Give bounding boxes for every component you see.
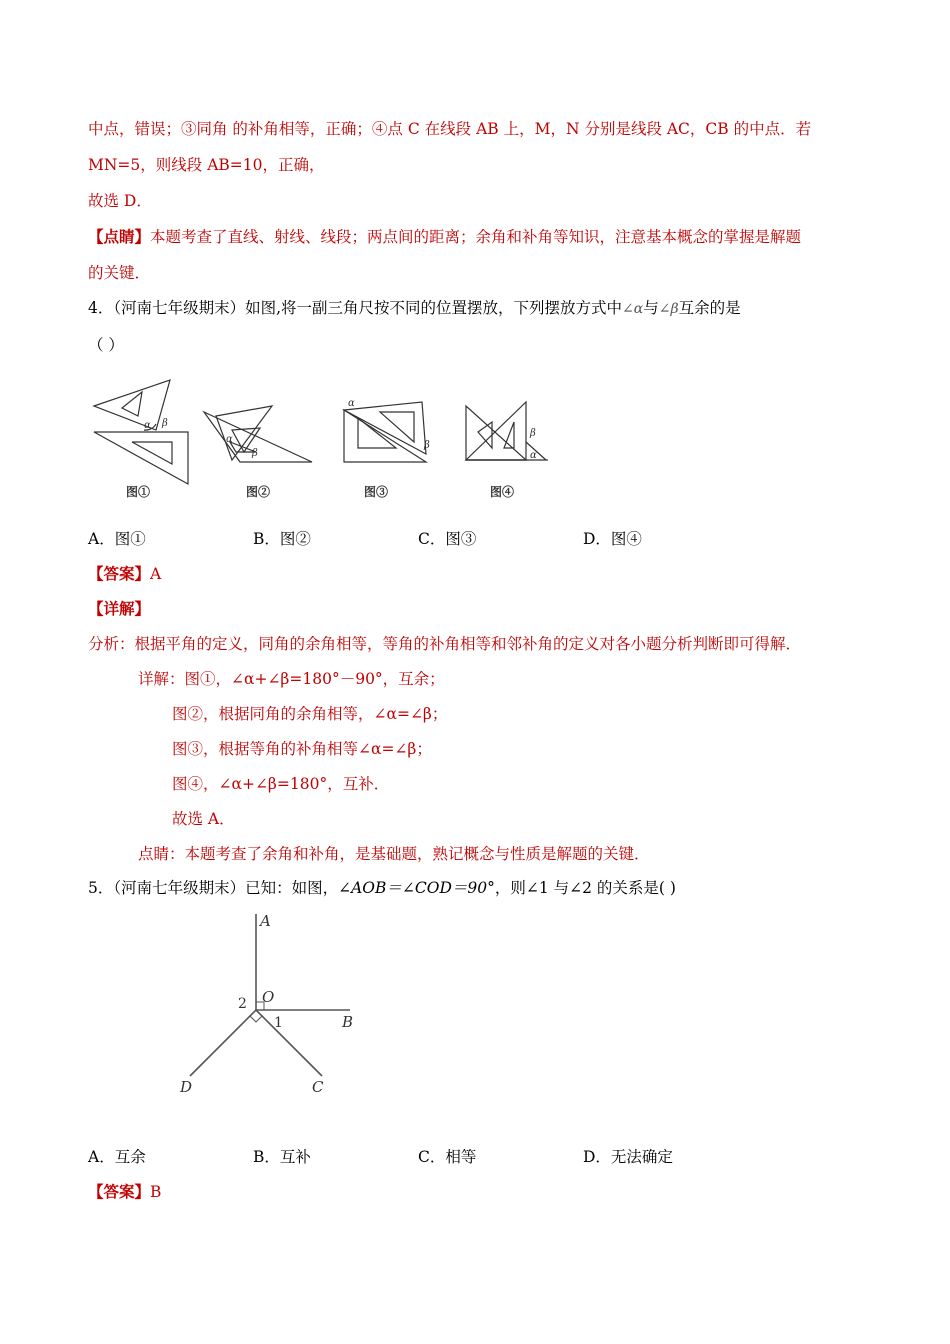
note-text-1: 本题考查了直线、射线、线段；两点间的距离；余角和补角等知识，注意基本概念的掌握是解题 xyxy=(150,228,802,246)
label-angle-2: 2 xyxy=(238,996,247,1012)
right-angle-cod xyxy=(250,1016,262,1022)
prev-line-2: MN=5，则线段 AB=10，正确， xyxy=(88,156,325,174)
q4-paren: （ ） xyxy=(88,336,124,354)
fig3-triangle-b-inner xyxy=(358,418,396,448)
fig2-label: 图② xyxy=(246,485,271,499)
q4-option-d[interactable]: D．图④ xyxy=(583,530,642,548)
fig3-label: 图③ xyxy=(364,485,389,499)
fig1-triangle-bottom-inner xyxy=(132,442,172,464)
q4-analysis: 分析：根据平角的定义，同角的余角相等，等角的补角相等和邻补角的定义对各小题分析判断即可得解． xyxy=(88,635,802,653)
prev-line-3: 故选 D． xyxy=(88,192,152,210)
q5-option-c[interactable]: C．相等 xyxy=(418,1148,477,1166)
fig4-inner-a xyxy=(478,422,492,448)
fig2-alpha: α xyxy=(226,434,233,445)
figure-3 xyxy=(344,402,426,462)
prev-line-1: 中点，错误；③同角 的补角相等，正确；④点 C 在线段 AB 上，M，N 分别是线段 AC，CB 的中点．若 xyxy=(88,120,812,138)
q4-stem xyxy=(88,297,741,320)
q4-alpha-symbol: ∠α xyxy=(622,301,644,317)
q4-beta-symbol: ∠β xyxy=(658,301,679,317)
q4-stem-b: 互余的是 xyxy=(678,299,741,317)
ray-od xyxy=(190,1010,256,1076)
q4-tip: 点睛：本题考查了余角和补角，是基础题，熟记概念与性质是解题的关键． xyxy=(138,845,650,863)
q5-stem-math: ∠AOB＝∠COD＝90° xyxy=(338,879,495,897)
q4-detail-5: 故选 A． xyxy=(172,810,235,828)
fig1-triangle-top xyxy=(94,380,170,430)
q5-answer-tag: 【答案】 xyxy=(88,1182,151,1201)
q4-detail-tag: 【详解】 xyxy=(88,599,151,618)
label-d: D xyxy=(180,1078,193,1096)
q5-option-d[interactable]: D．无法确定 xyxy=(583,1148,673,1166)
fig1-triangle-bottom xyxy=(94,432,188,484)
q4-detail-2: 图②，根据同角的余角相等，∠α=∠β； xyxy=(172,705,448,723)
q5-stem xyxy=(88,877,676,899)
q4-figures xyxy=(80,372,570,507)
fig2-beta: β xyxy=(252,448,258,459)
q4-stem-a: 4．（河南七年级期末）如图,将一副三角尺按不同的位置摆放，下列摆放方式中 xyxy=(88,299,623,317)
q5-figure xyxy=(170,910,370,1100)
fig4-alpha: α xyxy=(530,450,537,461)
q4-detail-3: 图③，根据等角的补角相等∠α=∠β； xyxy=(172,740,432,758)
fig4-label: 图④ xyxy=(490,485,515,499)
fig1-alpha: α xyxy=(144,420,151,431)
label-a: A xyxy=(260,912,271,930)
fig3-triangle-a-inner xyxy=(380,412,414,442)
fig4-beta: β xyxy=(530,428,536,439)
q4-detail-1: 详解：图①，∠α+∠β=180°－90°，互余； xyxy=(138,670,445,688)
q5-answer xyxy=(88,1181,161,1203)
figure-2 xyxy=(204,406,312,462)
q4-answer-tag: 【答案】 xyxy=(88,564,151,583)
q5-stem-a: 5．（河南七年级期末）已知：如图， xyxy=(88,879,339,897)
label-c: C xyxy=(312,1078,324,1096)
label-b: B xyxy=(342,1013,354,1031)
q4-answer-value: A xyxy=(150,565,162,583)
q4-answer xyxy=(88,563,161,585)
label-o: O xyxy=(262,988,275,1006)
q5-stem-b: ，则∠1 与∠2 的关系是( ) xyxy=(494,879,676,897)
note-tag: 【点睛】 xyxy=(88,227,151,246)
fig1-beta: β xyxy=(162,418,168,429)
q4-stem-mid: 与 xyxy=(643,299,659,317)
q4-option-b[interactable]: B．图② xyxy=(253,530,311,548)
fig3-alpha: α xyxy=(348,398,355,409)
fig1-label: 图① xyxy=(126,485,151,499)
q4-option-a[interactable]: A．图① xyxy=(88,530,146,548)
prev-note-line-1 xyxy=(88,226,801,248)
q5-option-b[interactable]: B．互补 xyxy=(253,1148,311,1166)
q5-option-a[interactable]: A．互余 xyxy=(88,1148,146,1166)
ray-oc xyxy=(256,1010,322,1076)
q5-answer-value: B xyxy=(150,1183,162,1201)
q4-option-c[interactable]: C．图③ xyxy=(418,530,477,548)
figure-1 xyxy=(94,380,188,484)
prev-note-line-2: 的关键． xyxy=(88,264,151,282)
fig2-triangle-a xyxy=(204,412,312,462)
q4-detail-4: 图④，∠α+∠β=180°，互补． xyxy=(172,775,390,793)
label-angle-1: 1 xyxy=(274,1015,283,1031)
fig3-beta: β xyxy=(424,440,430,451)
